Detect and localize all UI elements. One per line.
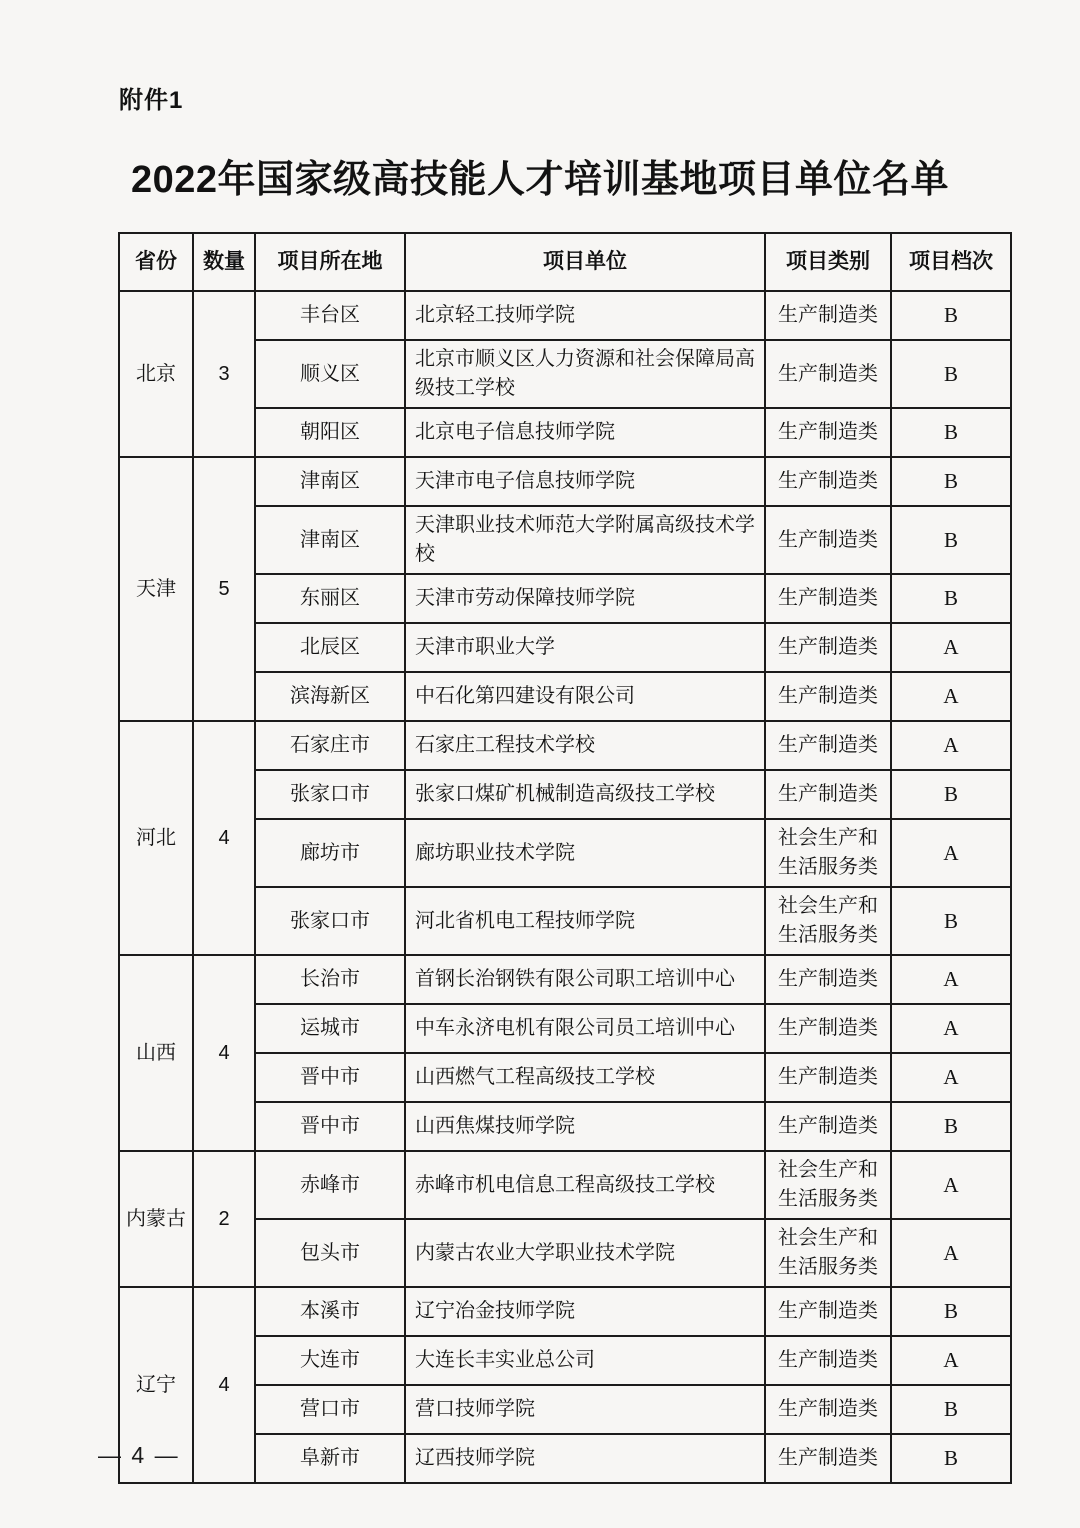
grade-cell: A xyxy=(891,721,1011,770)
category-cell: 社会生产和生活服务类 xyxy=(765,819,891,887)
unit-cell: 大连长丰实业总公司 xyxy=(405,1336,765,1385)
location-cell: 本溪市 xyxy=(255,1287,405,1336)
category-cell: 生产制造类 xyxy=(765,457,891,506)
header-row xyxy=(119,233,1011,291)
location-cell: 阜新市 xyxy=(255,1434,405,1483)
location-cell: 大连市 xyxy=(255,1336,405,1385)
category-cell: 生产制造类 xyxy=(765,291,891,340)
count-cell: 4 xyxy=(193,1287,255,1483)
unit-cell: 河北省机电工程技师学院 xyxy=(405,887,765,955)
category-cell: 生产制造类 xyxy=(765,721,891,770)
count-cell: 3 xyxy=(193,291,255,457)
category-cell: 社会生产和生活服务类 xyxy=(765,1151,891,1219)
table-row xyxy=(119,457,1011,506)
page-number: — 4 — xyxy=(98,1442,180,1468)
unit-cell: 天津市职业大学 xyxy=(405,623,765,672)
unit-cell: 辽宁冶金技师学院 xyxy=(405,1287,765,1336)
category-cell: 生产制造类 xyxy=(765,506,891,574)
unit-cell: 内蒙古农业大学职业技术学院 xyxy=(405,1219,765,1287)
header-category: 项目类别 xyxy=(765,233,891,291)
location-cell: 晋中市 xyxy=(255,1102,405,1151)
count-cell: 4 xyxy=(193,721,255,955)
province-cell: 河北 xyxy=(119,721,193,955)
location-cell: 张家口市 xyxy=(255,887,405,955)
page-title: 2022年国家级高技能人才培训基地项目单位名单 xyxy=(130,159,950,201)
category-cell: 生产制造类 xyxy=(765,1287,891,1336)
category-cell: 生产制造类 xyxy=(765,672,891,721)
unit-cell: 北京市顺义区人力资源和社会保障局高级技工学校 xyxy=(405,340,765,408)
grade-cell: B xyxy=(891,506,1011,574)
location-cell: 顺义区 xyxy=(255,340,405,408)
location-cell: 津南区 xyxy=(255,506,405,574)
grade-cell: A xyxy=(891,1004,1011,1053)
grade-cell: B xyxy=(891,408,1011,457)
grade-cell: A xyxy=(891,1336,1011,1385)
grade-cell: B xyxy=(891,574,1011,623)
category-cell: 生产制造类 xyxy=(765,623,891,672)
grade-cell: B xyxy=(891,340,1011,408)
count-cell: 4 xyxy=(193,955,255,1151)
grade-cell: B xyxy=(891,887,1011,955)
unit-cell: 廊坊职业技术学院 xyxy=(405,819,765,887)
location-cell: 赤峰市 xyxy=(255,1151,405,1219)
header-grade: 项目档次 xyxy=(891,233,1011,291)
category-cell: 生产制造类 xyxy=(765,1004,891,1053)
grade-cell: A xyxy=(891,1053,1011,1102)
unit-cell: 中车永济电机有限公司员工培训中心 xyxy=(405,1004,765,1053)
location-cell: 张家口市 xyxy=(255,770,405,819)
location-cell: 长治市 xyxy=(255,955,405,1004)
table-header xyxy=(119,233,1011,291)
unit-cell: 天津市劳动保障技师学院 xyxy=(405,574,765,623)
table-row xyxy=(119,1287,1011,1336)
header-province: 省份 xyxy=(119,233,193,291)
attachment-label: 附件1 xyxy=(119,87,184,114)
table-row xyxy=(119,291,1011,340)
location-cell: 东丽区 xyxy=(255,574,405,623)
grade-cell: A xyxy=(891,672,1011,721)
category-cell: 生产制造类 xyxy=(765,770,891,819)
unit-cell: 赤峰市机电信息工程高级技工学校 xyxy=(405,1151,765,1219)
grade-cell: B xyxy=(891,1385,1011,1434)
province-cell: 内蒙古 xyxy=(119,1151,193,1287)
grade-cell: A xyxy=(891,955,1011,1004)
count-cell: 2 xyxy=(193,1151,255,1287)
location-cell: 北辰区 xyxy=(255,623,405,672)
location-cell: 石家庄市 xyxy=(255,721,405,770)
province-cell: 山西 xyxy=(119,955,193,1151)
unit-cell: 首钢长治钢铁有限公司职工培训中心 xyxy=(405,955,765,1004)
province-cell: 天津 xyxy=(119,457,193,721)
grade-cell: A xyxy=(891,1151,1011,1219)
unit-cell: 北京轻工技师学院 xyxy=(405,291,765,340)
grade-cell: B xyxy=(891,1102,1011,1151)
unit-cell: 张家口煤矿机械制造高级技工学校 xyxy=(405,770,765,819)
unit-cell: 山西焦煤技师学院 xyxy=(405,1102,765,1151)
header-unit: 项目单位 xyxy=(405,233,765,291)
location-cell: 包头市 xyxy=(255,1219,405,1287)
location-cell: 滨海新区 xyxy=(255,672,405,721)
table-row xyxy=(119,721,1011,770)
category-cell: 生产制造类 xyxy=(765,1102,891,1151)
grade-cell: B xyxy=(891,457,1011,506)
unit-cell: 北京电子信息技师学院 xyxy=(405,408,765,457)
table-row xyxy=(119,1151,1011,1219)
unit-cell: 中石化第四建设有限公司 xyxy=(405,672,765,721)
project-table-body xyxy=(119,291,1011,1483)
province-cell: 北京 xyxy=(119,291,193,457)
category-cell: 生产制造类 xyxy=(765,1053,891,1102)
location-cell: 朝阳区 xyxy=(255,408,405,457)
category-cell: 生产制造类 xyxy=(765,1336,891,1385)
category-cell: 生产制造类 xyxy=(765,340,891,408)
count-cell: 5 xyxy=(193,457,255,721)
location-cell: 营口市 xyxy=(255,1385,405,1434)
category-cell: 生产制造类 xyxy=(765,955,891,1004)
location-cell: 晋中市 xyxy=(255,1053,405,1102)
unit-cell: 辽西技师学院 xyxy=(405,1434,765,1483)
grade-cell: B xyxy=(891,1287,1011,1336)
grade-cell: B xyxy=(891,291,1011,340)
project-table xyxy=(118,232,1012,1484)
category-cell: 生产制造类 xyxy=(765,574,891,623)
unit-cell: 天津市电子信息技师学院 xyxy=(405,457,765,506)
header-location: 项目所在地 xyxy=(255,233,405,291)
category-cell: 生产制造类 xyxy=(765,1385,891,1434)
unit-cell: 天津职业技术师范大学附属高级技术学校 xyxy=(405,506,765,574)
category-cell: 社会生产和生活服务类 xyxy=(765,887,891,955)
header-count: 数量 xyxy=(193,233,255,291)
grade-cell: A xyxy=(891,1219,1011,1287)
table-row xyxy=(119,955,1011,1004)
unit-cell: 石家庄工程技术学校 xyxy=(405,721,765,770)
category-cell: 社会生产和生活服务类 xyxy=(765,1219,891,1287)
location-cell: 丰台区 xyxy=(255,291,405,340)
unit-cell: 山西燃气工程高级技工学校 xyxy=(405,1053,765,1102)
location-cell: 津南区 xyxy=(255,457,405,506)
category-cell: 生产制造类 xyxy=(765,408,891,457)
location-cell: 运城市 xyxy=(255,1004,405,1053)
unit-cell: 营口技师学院 xyxy=(405,1385,765,1434)
grade-cell: A xyxy=(891,623,1011,672)
province-cell: 辽宁 xyxy=(119,1287,193,1483)
grade-cell: B xyxy=(891,1434,1011,1483)
location-cell: 廊坊市 xyxy=(255,819,405,887)
grade-cell: B xyxy=(891,770,1011,819)
grade-cell: A xyxy=(891,819,1011,887)
category-cell: 生产制造类 xyxy=(765,1434,891,1483)
